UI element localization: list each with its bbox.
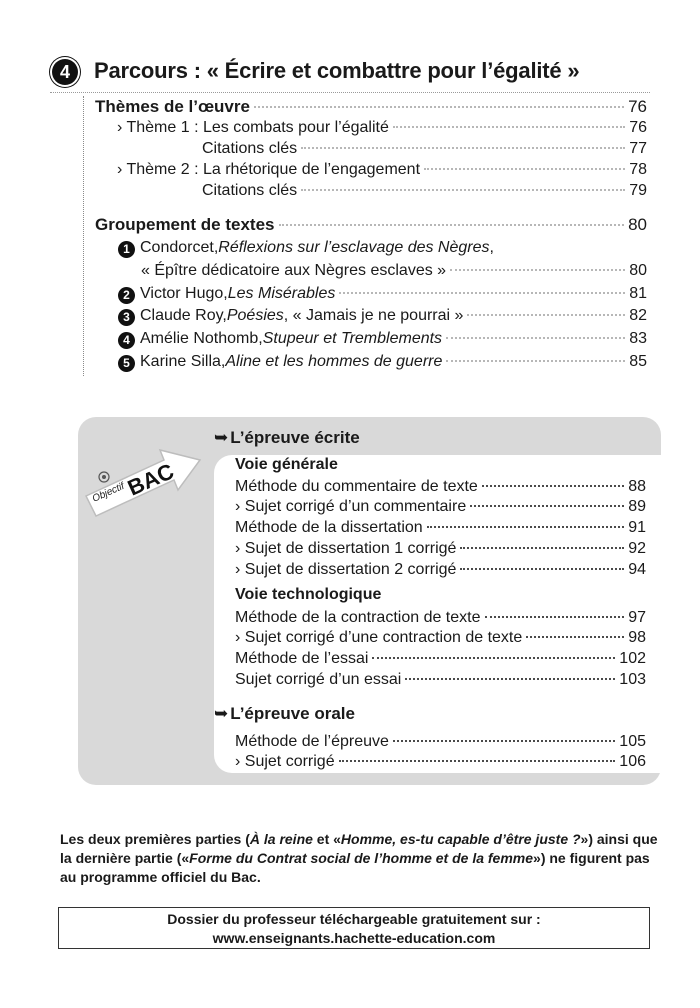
bac-row[interactable] [235, 477, 646, 497]
objectif-bac-badge [80, 438, 210, 528]
toc-work: Aline et les hommes de guerre [225, 353, 443, 370]
toc-row-theme1[interactable] [117, 118, 647, 138]
toc-page: 105 [619, 733, 646, 750]
toc-page: 83 [629, 330, 647, 347]
leader-dots [301, 147, 625, 149]
leader-dots [482, 485, 624, 487]
toc-work: Réflexions sur l’esclavage des Nègres [218, 239, 490, 256]
leader-dots [450, 269, 625, 271]
part-number-badge: 4 [52, 59, 78, 85]
leader-dots [254, 106, 624, 108]
download-link[interactable]: www.enseignants.hachette-education.com [212, 930, 496, 946]
program-note [60, 830, 660, 887]
toc-page: 106 [619, 753, 646, 770]
leader-dots [301, 189, 625, 191]
toc-label: Groupement de textes [95, 215, 275, 234]
text-number-badge: 2 [118, 287, 135, 304]
toc-page: 91 [628, 519, 646, 536]
leader-dots [460, 568, 624, 570]
badge-bac-text: BAC [123, 458, 178, 501]
text-number-badge: 1 [118, 241, 135, 258]
toc-row-text-5[interactable] [118, 352, 647, 372]
toc-page: 102 [619, 650, 646, 667]
toc-page: 80 [629, 262, 647, 279]
bac-row[interactable] [235, 608, 646, 628]
leader-dots [485, 616, 625, 618]
bac-row[interactable] [235, 752, 646, 772]
toc-label: › Sujet corrigé [235, 753, 335, 770]
toc-page: 89 [628, 498, 646, 515]
pointing-arrow-icon: ➥ [214, 704, 229, 723]
toc-page: 78 [629, 161, 647, 178]
bac-row[interactable] [235, 497, 646, 517]
bac-row[interactable] [235, 518, 646, 538]
leader-dots [427, 526, 625, 528]
note-text: ») ainsi que la dernière partie (« [60, 831, 658, 866]
leader-dots [279, 224, 625, 226]
toc-label: › Sujet corrigé d’une contraction de texte [235, 629, 523, 646]
toc-work: Les Misérables [227, 285, 336, 302]
title-divider [50, 92, 650, 93]
leader-dots [446, 337, 625, 339]
badge-objectif-text: Objectif [90, 480, 127, 505]
toc-work: Poésies [226, 307, 284, 324]
toc-row-text-2[interactable] [118, 284, 647, 304]
note-italic: Forme du Contrat social de l’homme et de la femme [189, 850, 534, 866]
leader-dots [526, 636, 624, 638]
note-text: ») ne figurent pas au programme officiel du Bac. [60, 850, 650, 885]
toc-page: 98 [628, 629, 646, 646]
leader-dots [339, 760, 616, 762]
note-italic: À la reine [249, 831, 313, 847]
bac-row[interactable] [235, 628, 646, 648]
section-title: Parcours : « Écrire et combattre pour l’égalité » [94, 58, 580, 83]
toc-label: › Sujet corrigé d’un commentaire [235, 498, 467, 515]
toc-row-text-1-cont[interactable] [141, 261, 647, 281]
toc-page: 97 [628, 609, 646, 626]
toc-row-text-1[interactable] [118, 238, 647, 258]
toc-page: 76 [629, 119, 647, 136]
toc-author: Condorcet, [140, 239, 219, 256]
toc-page: 94 [628, 561, 646, 578]
vertical-divider [83, 96, 84, 376]
toc-page: 82 [629, 307, 647, 324]
text-number-badge: 5 [118, 355, 135, 372]
heading-text: L’épreuve écrite [230, 428, 360, 447]
toc-label: Méthode du commentaire de texte [235, 478, 478, 495]
toc-label: › Sujet de dissertation 2 corrigé [235, 561, 457, 578]
note-text: Les deux premières parties ( [60, 831, 250, 847]
toc-label: Méthode de l’essai [235, 650, 369, 667]
bac-row[interactable] [235, 649, 646, 669]
toc-label: Méthode de l’épreuve [235, 733, 389, 750]
toc-label: Sujet corrigé d’un essai [235, 671, 402, 688]
toc-label: Citations clés [202, 182, 298, 199]
toc-page: 92 [628, 540, 646, 557]
leader-dots [460, 547, 624, 549]
toc-author: Claude Roy, [140, 307, 227, 324]
toc-row-theme2[interactable] [117, 160, 647, 180]
text-number-badge: 4 [118, 332, 135, 349]
leader-dots [470, 505, 624, 507]
toc-label: Citations clés [202, 140, 298, 157]
toc-suffix: , « Jamais je ne pourrai » [283, 307, 464, 324]
pointing-arrow-icon: ➥ [214, 428, 229, 447]
leader-dots [424, 168, 625, 170]
toc-author: Victor Hugo, [140, 285, 228, 302]
leader-dots [467, 314, 625, 316]
toc-page: 85 [629, 353, 647, 370]
leader-dots [339, 292, 625, 294]
toc-row-groupement[interactable] [95, 215, 647, 235]
toc-label: › Sujet de dissertation 1 corrigé [235, 540, 457, 557]
toc-page: 77 [629, 140, 647, 157]
toc-row-themes[interactable] [95, 97, 647, 117]
epreuve-orale-heading [214, 704, 355, 724]
bac-row[interactable] [235, 670, 646, 690]
toc-row-citations2[interactable] [202, 181, 647, 201]
note-italic: Homme, es-tu capable d’être juste ? [340, 831, 581, 847]
download-notice-text: Dossier du professeur téléchargeable gratuitement sur : [167, 911, 541, 927]
toc-row-text-3[interactable] [118, 306, 647, 326]
toc-page: 79 [629, 182, 647, 199]
toc-page: 103 [619, 671, 646, 688]
toc-label: Méthode de la dissertation [235, 519, 423, 536]
bac-row[interactable] [235, 732, 646, 752]
toc-row-citations1[interactable] [202, 139, 647, 159]
note-text: et « [312, 831, 341, 847]
leader-dots [393, 126, 625, 128]
leader-dots [405, 678, 615, 680]
epreuve-ecrite-heading [214, 428, 360, 448]
toc-label: « Épître dédicatoire aux Nègres esclaves » [141, 262, 447, 279]
toc-label: › Thème 1 : Les combats pour l’égalité [117, 119, 389, 136]
toc-label: Thèmes de l’œuvre [95, 97, 250, 116]
toc-page: 81 [629, 285, 647, 302]
target-icon [99, 472, 109, 482]
toc-work: Stupeur et Tremblements [262, 330, 443, 347]
toc-page: 80 [628, 215, 647, 234]
toc-page: 88 [628, 478, 646, 495]
toc-suffix: , [489, 239, 494, 256]
toc-row-text-4[interactable] [118, 329, 647, 349]
leader-dots [393, 740, 615, 742]
leader-dots [446, 360, 625, 362]
voie-technologique-heading: Voie technologique [235, 586, 382, 603]
leader-dots [372, 657, 615, 659]
toc-author: Amélie Nothomb, [140, 330, 263, 347]
toc-label: Méthode de la contraction de texte [235, 609, 481, 626]
toc-label: › Thème 2 : La rhétorique de l’engagement [117, 161, 421, 178]
text-number-badge: 3 [118, 309, 135, 326]
heading-text: L’épreuve orale [230, 704, 355, 723]
bac-row[interactable] [235, 560, 646, 580]
download-notice-box [58, 907, 650, 949]
toc-page: 76 [628, 97, 647, 116]
voie-generale-heading: Voie générale [235, 456, 338, 473]
bac-row[interactable] [235, 539, 646, 559]
toc-author: Karine Silla, [140, 353, 226, 370]
